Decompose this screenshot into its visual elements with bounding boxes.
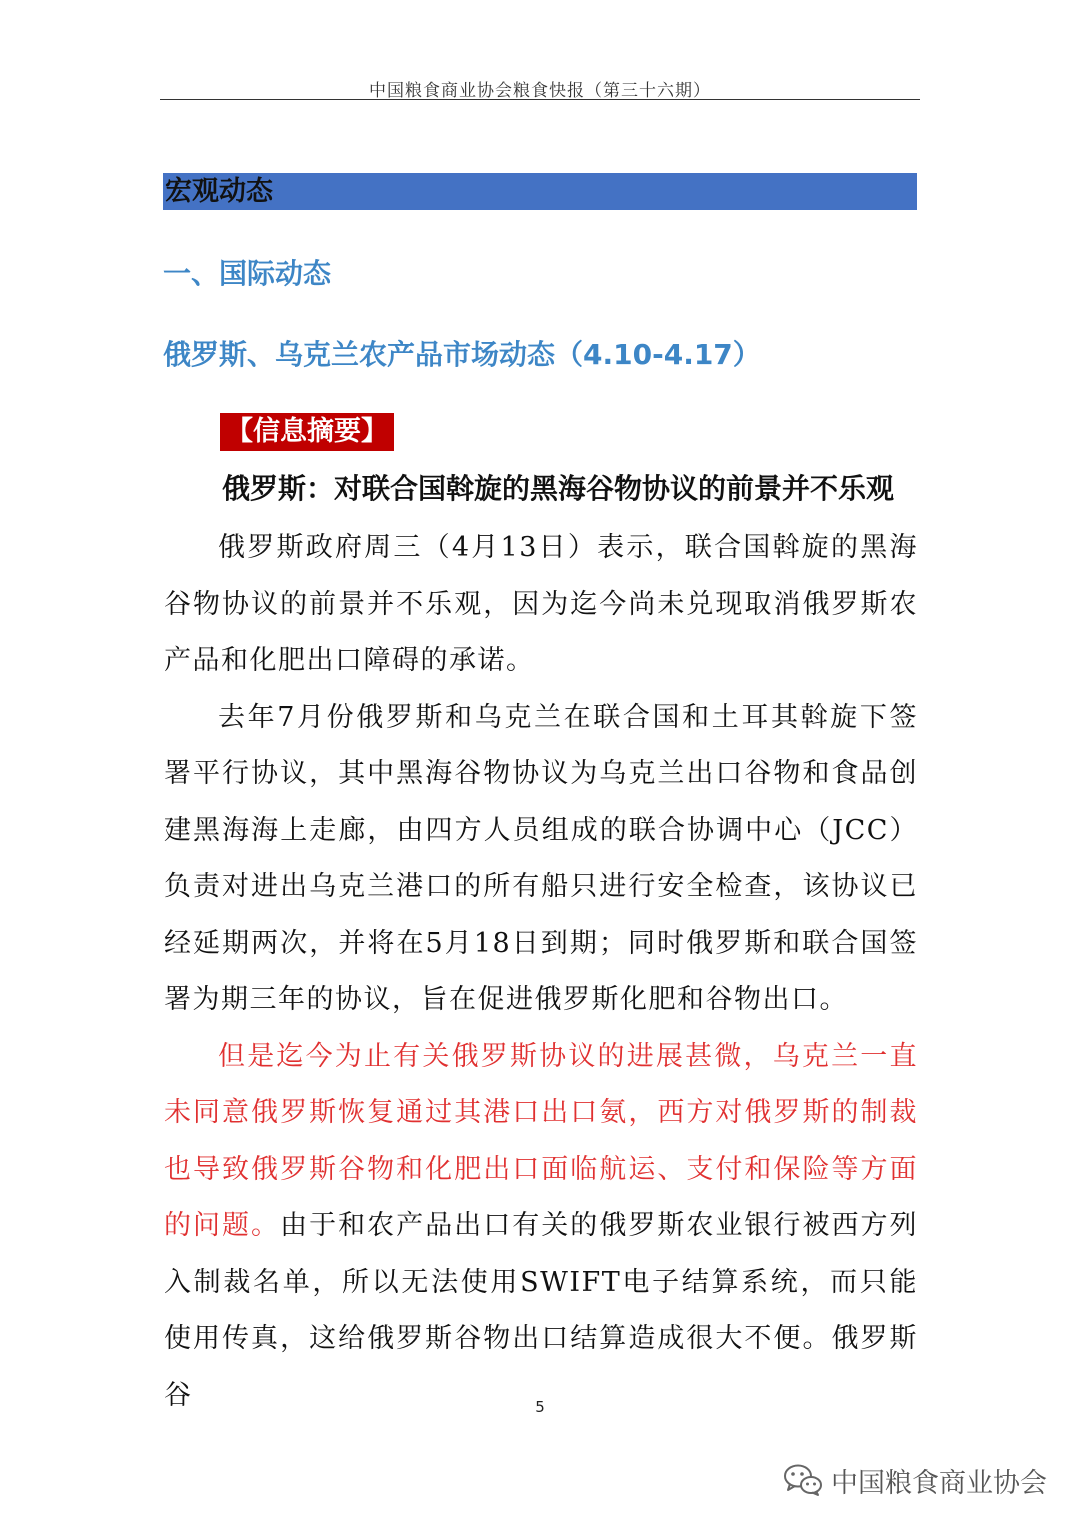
section-bar (163, 173, 917, 210)
article-body (164, 520, 918, 1424)
highlighted-text: 但是迄今为止有关俄罗斯协议的进展甚微，乌克兰一直未同意俄罗斯恢复通过其港口出口氨，西方对俄罗斯的制裁也导致俄罗斯谷物和化肥出口面临航运、支付和保险等方面的问题。 (164, 1040, 918, 1241)
header-divider (160, 99, 920, 100)
summary-tag: 【信息摘要】 (220, 413, 394, 451)
watermark (783, 1458, 1047, 1502)
heading-international: 一、国际动态 (163, 257, 332, 290)
article-subheading: 俄罗斯：对联合国斡旋的黑海谷物协议的前景并不乐观 (222, 472, 895, 505)
article-title: 俄罗斯、乌克兰农产品市场动态（4.10-4.17） (163, 338, 761, 371)
paragraph-1: 俄罗斯政府周三（4月13日）表示，联合国斡旋的黑海谷物协议的前景并不乐观，因为迄今尚未兑现取消俄罗斯农产品和化肥出口障碍的承诺。 (164, 532, 918, 676)
wechat-icon (783, 1463, 823, 1497)
running-header-title: 中国粮食商业协会粮食快报（第三十六期） (369, 81, 711, 101)
paragraph-3 (164, 1029, 918, 1425)
page-number: 5 (535, 1398, 545, 1416)
watermark-text: 中国粮食商业协会 (831, 1467, 1047, 1499)
paragraph-3-text: 由于和农产品出口有关的俄罗斯农业银行被西方列入制裁名单，所以无法使用SWIFT电子结算系统，而只能使用传真，这给俄罗斯谷物出口结算造成很大不便。俄罗斯谷 (164, 1210, 919, 1411)
section-bar-label: 宏观动态 (165, 176, 273, 207)
paragraph-2: 去年7月份俄罗斯和乌克兰在联合国和土耳其斡旋下签署平行协议，其中黑海谷物协议为乌克兰出口谷物和食品创建黑海海上走廊，由四方人员组成的联合协调中心（JCC）负责对进出乌克兰港口的所有船只进行安全检查，该协议已经延期两次，并将在5月18日到期；同时俄罗斯和联合国签署为期三年的协议，旨在促进俄罗斯化肥和谷物出口。 (164, 701, 918, 1015)
